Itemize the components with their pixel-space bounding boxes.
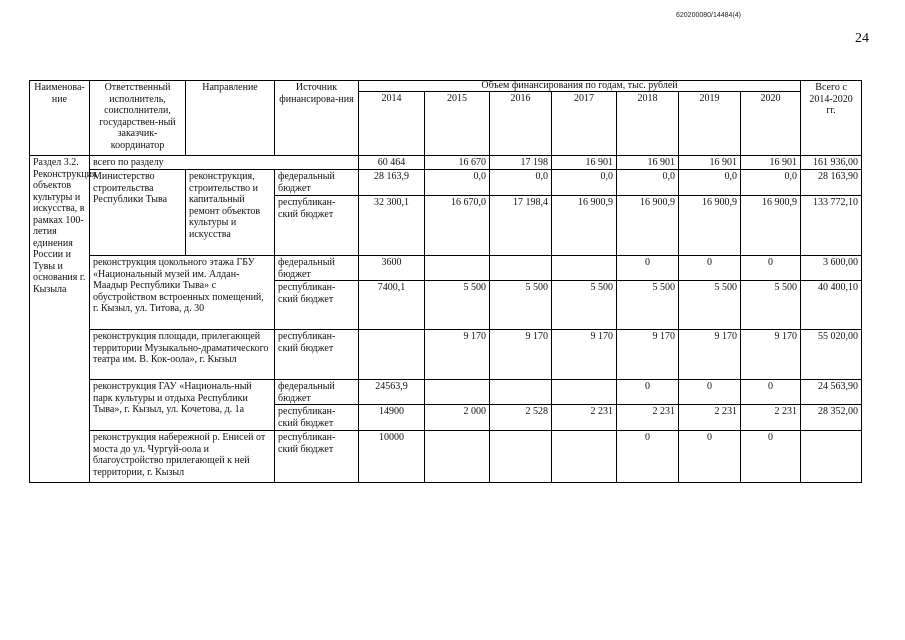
project-row (30, 431, 862, 483)
header-direction: Направление (186, 81, 275, 156)
value-cell: 5 500 (679, 281, 741, 330)
value-cell: 16 900,9 (552, 196, 617, 256)
value-cell (552, 431, 617, 483)
source-cell: республикан-ский бюджет (275, 196, 359, 256)
value-cell: 0 (617, 431, 679, 483)
value-cell (490, 431, 552, 483)
value-cell: 0 (679, 256, 741, 281)
value-cell: 0 (741, 380, 801, 405)
value-cell: 0 (679, 431, 741, 483)
value-cell: 16 901 (741, 156, 801, 170)
value-cell: 2 231 (552, 405, 617, 431)
value-cell: 5 500 (490, 281, 552, 330)
header-executor: Ответственный исполнитель, соисполнители, государствен-ный заказчик-координатор (90, 81, 186, 156)
value-cell (552, 380, 617, 405)
project-title: реконструкция набережной р. Енисей от моста до ул. Чургуй-оола и благоустройство прилегающей к ней территории, г. Кызыл (90, 431, 275, 483)
ministry-executor: Министерство строительства Республики Тыва (90, 170, 186, 256)
source-cell: федеральный бюджет (275, 256, 359, 281)
value-cell: 3600 (359, 256, 425, 281)
value-cell (425, 380, 490, 405)
value-cell: 2 528 (490, 405, 552, 431)
header-total: Всего с 2014-2020 гг. (801, 81, 862, 156)
value-cell: 0,0 (679, 170, 741, 196)
value-cell (801, 431, 862, 483)
value-cell: 9 170 (741, 330, 801, 380)
value-cell: 0 (679, 380, 741, 405)
value-cell (359, 330, 425, 380)
value-cell: 16 901 (679, 156, 741, 170)
header-year: 2017 (552, 92, 617, 156)
value-cell: 0,0 (552, 170, 617, 196)
value-cell: 3 600,00 (801, 256, 862, 281)
value-cell: 2 231 (679, 405, 741, 431)
value-cell: 16 900,9 (617, 196, 679, 256)
value-cell: 9 170 (425, 330, 490, 380)
header-year: 2018 (617, 92, 679, 156)
value-cell: 0,0 (490, 170, 552, 196)
value-cell: 7400,1 (359, 281, 425, 330)
value-cell: 2 231 (617, 405, 679, 431)
project-row (30, 380, 862, 405)
section-total-row (30, 156, 862, 170)
value-cell: 28 163,90 (801, 170, 862, 196)
value-cell: 0 (617, 256, 679, 281)
source-cell: республикан-ский бюджет (275, 405, 359, 431)
value-cell: 14900 (359, 405, 425, 431)
value-cell: 16 901 (552, 156, 617, 170)
ministry-direction: реконструкция, строительство и капитальный ремонт объектов культуры и искусства (186, 170, 275, 256)
value-cell (490, 380, 552, 405)
value-cell: 28 163,9 (359, 170, 425, 196)
header-year: 2016 (490, 92, 552, 156)
value-cell: 16 670 (425, 156, 490, 170)
project-row (30, 330, 862, 380)
value-cell: 28 352,00 (801, 405, 862, 431)
value-cell: 0,0 (741, 170, 801, 196)
value-cell: 9 170 (490, 330, 552, 380)
source-cell: федеральный бюджет (275, 380, 359, 405)
header-year: 2015 (425, 92, 490, 156)
project-title: реконструкция ГАУ «Националь-ный парк культуры и отдыха Республики Тыва», г. Кызыл, ул. Кочетова, д. 1а (90, 380, 275, 431)
project-title: реконструкция площади, прилегающей территории Музыкально-драматического театра им. В. Кок-оола», г. Кызыл (90, 330, 275, 380)
header-year: 2014 (359, 92, 425, 156)
header-name: Наименова-ние (30, 81, 90, 156)
value-cell: 24 563,90 (801, 380, 862, 405)
value-cell: 0,0 (617, 170, 679, 196)
value-cell: 0 (617, 380, 679, 405)
header-year: 2020 (741, 92, 801, 156)
ministry-federal-row (30, 170, 862, 196)
value-cell: 9 170 (679, 330, 741, 380)
header-year: 2019 (679, 92, 741, 156)
value-cell: 60 464 (359, 156, 425, 170)
source-cell: федеральный бюджет (275, 170, 359, 196)
value-cell: 5 500 (741, 281, 801, 330)
financing-table (29, 80, 862, 483)
value-cell: 2 231 (741, 405, 801, 431)
value-cell: 0 (741, 431, 801, 483)
value-cell: 17 198 (490, 156, 552, 170)
header-row-1 (30, 81, 862, 92)
value-cell: 16 901 (617, 156, 679, 170)
value-cell (490, 256, 552, 281)
header-volume: Объем финансирования по годам, тыс. рублей (359, 81, 801, 92)
project-title: реконструкция цокольного этажа ГБУ «Национальный музей им. Алдан-Маадыр Республики Тыва» с обустройством встроенных помещений, г. Кызыл, ул. Титова, д. 30 (90, 256, 275, 330)
value-cell: 5 500 (425, 281, 490, 330)
value-cell: 55 020,00 (801, 330, 862, 380)
header-source: Источник финансирова-ния (275, 81, 359, 156)
source-cell: республикан-ский бюджет (275, 330, 359, 380)
value-cell: 2 000 (425, 405, 490, 431)
value-cell (425, 431, 490, 483)
value-cell: 10000 (359, 431, 425, 483)
value-cell: 5 500 (552, 281, 617, 330)
value-cell: 9 170 (617, 330, 679, 380)
value-cell: 161 936,00 (801, 156, 862, 170)
section-total-label: всего по разделу (90, 156, 359, 170)
page-number: 24 (855, 31, 869, 46)
value-cell: 16 900,9 (679, 196, 741, 256)
value-cell: 9 170 (552, 330, 617, 380)
value-cell: 40 400,10 (801, 281, 862, 330)
value-cell: 0 (741, 256, 801, 281)
value-cell (552, 256, 617, 281)
source-cell: республикан-ский бюджет (275, 431, 359, 483)
value-cell: 24563,9 (359, 380, 425, 405)
value-cell: 16 900,9 (741, 196, 801, 256)
value-cell: 16 670,0 (425, 196, 490, 256)
document-code: 620200080/14484(4) (676, 12, 742, 19)
value-cell: 17 198,4 (490, 196, 552, 256)
value-cell: 32 300,1 (359, 196, 425, 256)
source-cell: республикан-ский бюджет (275, 281, 359, 330)
section-name: Раздел 3.2. Реконструкция объектов культуры и искусства, в рамках 100-летия единения России и Тувы и основания г. Кызыла (30, 156, 90, 483)
value-cell: 0,0 (425, 170, 490, 196)
project-row (30, 256, 862, 281)
value-cell (425, 256, 490, 281)
value-cell: 5 500 (617, 281, 679, 330)
value-cell: 133 772,10 (801, 196, 862, 256)
